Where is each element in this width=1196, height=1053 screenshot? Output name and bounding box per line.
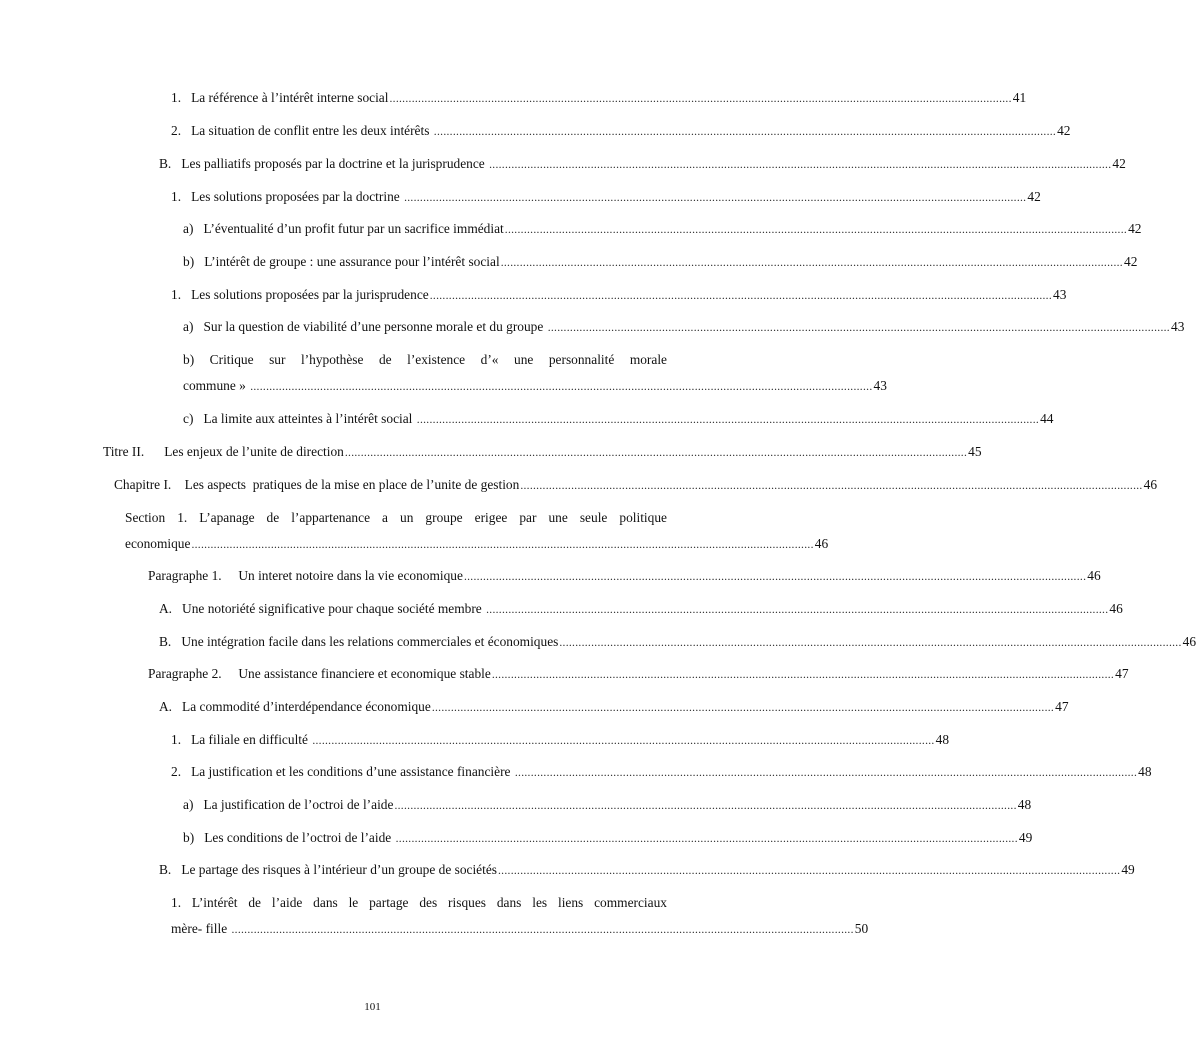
toc-entry-label: A. Une notoriété significative pour chaque société membre <box>159 601 486 616</box>
dot-leader: .................................................................................................................................................................................................... <box>559 637 1182 649</box>
toc-entry[interactable] <box>159 697 1069 717</box>
toc-entry[interactable] <box>103 442 982 462</box>
toc-entry-page: 49 <box>1018 830 1033 845</box>
dot-leader: .................................................................................................................................................................................................... <box>395 833 1018 845</box>
toc-entry-page: 46 <box>814 536 829 551</box>
dot-leader: .................................................................................................................................................................................................... <box>389 93 1012 105</box>
toc-entry[interactable] <box>183 376 887 396</box>
toc-entry-label: c) La limite aux atteintes à l’intérêt social <box>183 411 416 426</box>
toc-entry[interactable] <box>171 919 869 939</box>
toc-entry-page: 42 <box>1124 254 1138 269</box>
toc-entry-label-line1[interactable]: b) Critique sur l’hypothèse de l’existence d’« une personnalité morale <box>183 352 667 367</box>
dot-leader: .................................................................................................................................................................................................... <box>489 159 1112 171</box>
toc-entry-page: 46 <box>1182 634 1196 649</box>
toc-entry-page: 48 <box>1017 797 1032 812</box>
toc-entry-page: 45 <box>968 444 982 459</box>
toc-entry-label: 1. La référence à l’intérêt interne social <box>171 90 389 105</box>
toc-entry-label: a) Sur la question de viabilité d’une personne morale et du groupe <box>183 319 547 334</box>
toc-entry[interactable] <box>171 187 1041 207</box>
dot-leader: .................................................................................................................................................................................................... <box>231 924 854 936</box>
toc-entry[interactable] <box>183 252 1138 272</box>
toc-entry[interactable] <box>171 285 1067 305</box>
toc-entry-label: Titre II. Les enjeux de l’unite de direction <box>103 444 344 459</box>
toc-entry-page: 49 <box>1121 862 1135 877</box>
toc-entry[interactable] <box>171 730 950 750</box>
toc-entry[interactable] <box>183 795 1032 815</box>
dot-leader: .................................................................................................................................................................................................... <box>500 257 1123 269</box>
toc-entry-label: 1. La filiale en difficulté <box>171 732 312 747</box>
toc-entry[interactable] <box>148 664 1129 684</box>
dot-leader: .................................................................................................................................................................................................... <box>491 669 1115 681</box>
toc-entry-label: b) Les conditions de l’octroi de l’aide <box>183 830 395 845</box>
toc-entry[interactable] <box>171 762 1152 782</box>
toc-entry-label-line2: commune » <box>183 378 250 393</box>
dot-leader: .................................................................................................................................................................................................... <box>547 322 1170 334</box>
toc-entry-label: 2. La situation de conflit entre les deux intérêts <box>171 123 433 138</box>
dot-leader: .................................................................................................................................................................................................... <box>520 480 1143 492</box>
toc-entry-label: B. Les palliatifs proposés par la doctrine et la jurisprudence <box>159 156 489 171</box>
toc-entry-page: 50 <box>854 921 869 936</box>
toc-entry-page: 46 <box>1109 601 1123 616</box>
dot-leader: .................................................................................................................................................................................................... <box>429 290 1053 302</box>
toc-entry-page: 43 <box>873 378 887 393</box>
dot-leader: .................................................................................................................................................................................................... <box>416 414 1040 426</box>
toc-entry-label: b) L’intérêt de groupe : une assurance pour l’intérêt social <box>183 254 500 269</box>
toc-entry[interactable] <box>183 409 1054 429</box>
toc-entry-page: 42 <box>1128 221 1142 236</box>
toc-entry-label: 1. Les solutions proposées par la jurisprudence <box>171 287 429 302</box>
page-number: 101 <box>364 1001 381 1013</box>
toc-entry[interactable] <box>159 154 1126 174</box>
dot-leader: .................................................................................................................................................................................................... <box>486 604 1109 616</box>
dot-leader: .................................................................................................................................................................................................... <box>312 735 935 747</box>
toc-entry[interactable] <box>148 566 1101 586</box>
toc-entry-label: Paragraphe 1. Un interet notoire dans la vie economique <box>148 568 463 583</box>
dot-leader: .................................................................................................................................................................................................... <box>433 126 1057 138</box>
toc-entry-label: Chapitre I. Les aspects pratiques de la mise en place de l’unite de gestion <box>114 477 520 492</box>
toc-entry[interactable] <box>171 88 1027 108</box>
toc-entry-page: 42 <box>1112 156 1126 171</box>
toc-entry-page: 41 <box>1012 90 1027 105</box>
toc-entry-label-line2: economique <box>125 536 191 551</box>
toc-entry-page: 48 <box>1138 764 1152 779</box>
toc-entry-page: 47 <box>1115 666 1129 681</box>
toc-entry[interactable] <box>114 475 1158 495</box>
dot-leader: .................................................................................................................................................................................................... <box>191 539 814 551</box>
toc-entry-page: 42 <box>1057 123 1071 138</box>
toc-entry-label-line1[interactable]: Section 1. L’apanage de l’appartenance a un groupe erigee par une seule politique <box>125 510 667 525</box>
toc-entry-page: 42 <box>1027 189 1041 204</box>
toc-entry-label-line1[interactable]: 1. L’intérêt de l’aide dans le partage des risques dans les liens commerciaux <box>171 895 667 910</box>
dot-leader: .................................................................................................................................................................................................... <box>463 571 1087 583</box>
toc-entry-label: B. Le partage des risques à l’intérieur d’un groupe de sociétés <box>159 862 497 877</box>
toc-entry-page: 43 <box>1171 319 1185 334</box>
toc-entry[interactable] <box>159 599 1123 619</box>
toc-entry-label-line2: mère- fille <box>171 921 231 936</box>
toc-entry[interactable] <box>183 219 1142 239</box>
dot-leader: .................................................................................................................................................................................................... <box>498 865 1121 877</box>
toc-entry[interactable] <box>159 632 1196 652</box>
toc-entry-label: B. Une intégration facile dans les relations commerciales et économiques <box>159 634 559 649</box>
toc-entry-label: 2. La justification et les conditions d’une assistance financière <box>171 764 514 779</box>
dot-leader: .................................................................................................................................................................................................... <box>504 224 1128 236</box>
toc-entry-page: 47 <box>1055 699 1069 714</box>
toc-entry-page: 43 <box>1053 287 1067 302</box>
dot-leader: .................................................................................................................................................................................................... <box>344 447 968 459</box>
toc-entry-page: 44 <box>1040 411 1054 426</box>
toc-entry-label: Paragraphe 2. Une assistance financiere et economique stable <box>148 666 491 681</box>
dot-leader: .................................................................................................................................................................................................... <box>431 702 1055 714</box>
toc-entry[interactable] <box>171 121 1071 141</box>
toc-entry[interactable] <box>125 534 829 554</box>
dot-leader: .................................................................................................................................................................................................... <box>250 381 873 393</box>
dot-leader: .................................................................................................................................................................................................... <box>394 800 1017 812</box>
toc-entry[interactable] <box>183 828 1033 848</box>
toc-entry-page: 46 <box>1143 477 1158 492</box>
toc-entry-page: 46 <box>1087 568 1101 583</box>
toc-entry[interactable] <box>183 317 1185 337</box>
toc-entry-label: A. La commodité d’interdépendance économique <box>159 699 431 714</box>
toc-entry-label: a) La justification de l’octroi de l’aide <box>183 797 394 812</box>
dot-leader: .................................................................................................................................................................................................... <box>404 192 1027 204</box>
toc-entry-label: a) L’éventualité d’un profit futur par un sacrifice immédiat <box>183 221 504 236</box>
dot-leader: .................................................................................................................................................................................................... <box>514 767 1138 779</box>
toc-entry[interactable] <box>159 860 1135 880</box>
toc-entry-page: 48 <box>935 732 950 747</box>
toc-entry-label: 1. Les solutions proposées par la doctrine <box>171 189 404 204</box>
